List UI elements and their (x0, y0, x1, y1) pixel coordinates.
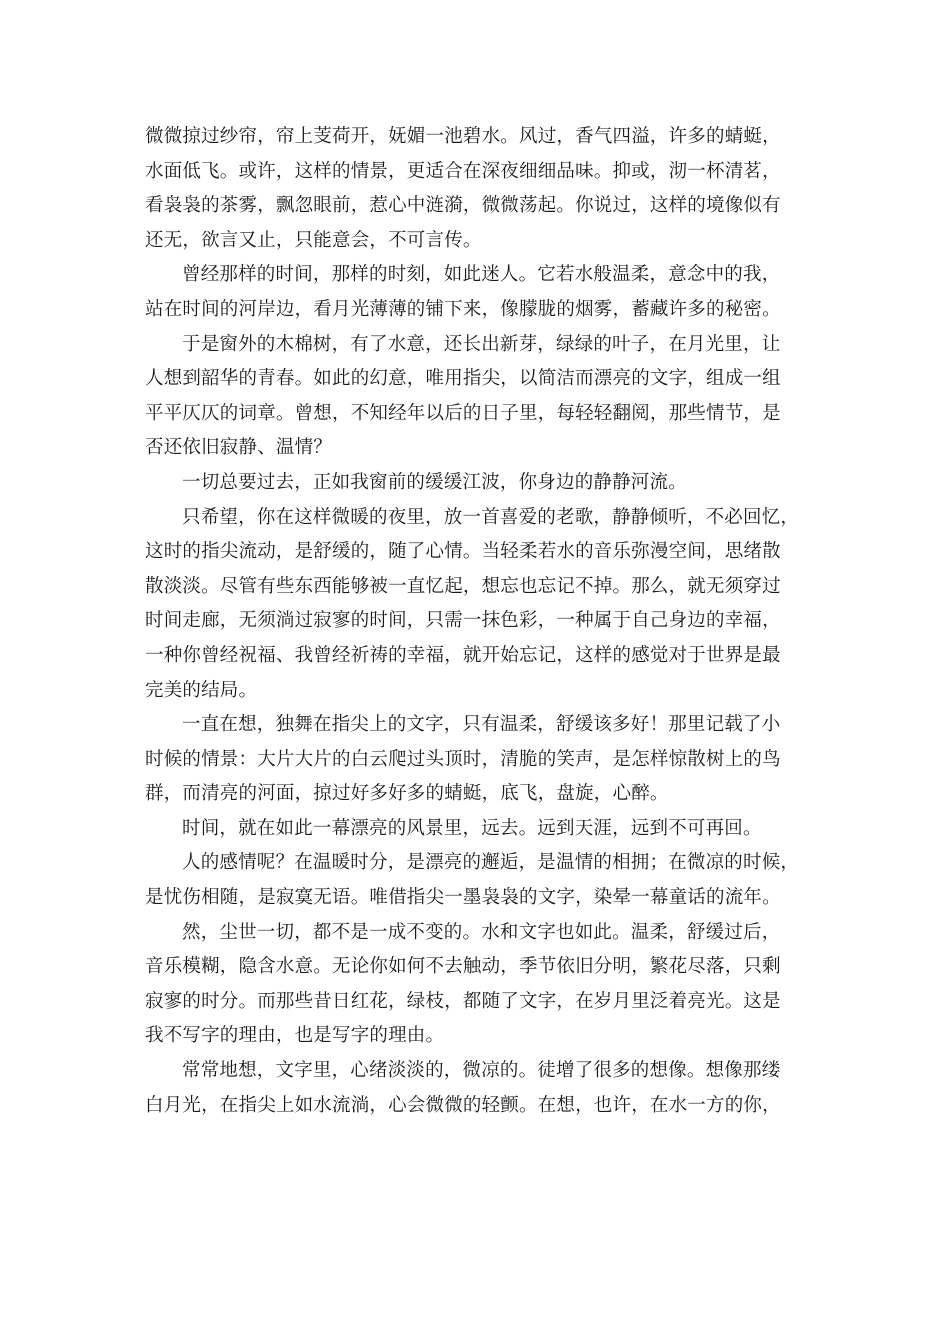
text-line: 还无，欲言又止，只能意会，不可言传。 (145, 229, 482, 251)
text-line: 时间，就在如此一幕漂亮的风景里，远去。远到天涯，远到不可再回。 (182, 817, 762, 839)
paragraph (145, 466, 805, 501)
text-line: 这时的指尖流动，是舒缓的，随了心情。当轻柔若水的音乐弥漫空间，思绪散 (145, 541, 781, 563)
paragraph (145, 258, 805, 327)
text-line: 群，而清亮的河面，掠过好多好多的蜻蜓，底飞，盘旋，心醉。 (145, 783, 669, 805)
paragraph (145, 708, 805, 812)
text-line: 微微掠过纱帘，帘上芰荷开，妩媚一池碧水。风过，香气四溢，许多的蜻蜓， (145, 126, 781, 147)
text-line: 于是窗外的木棉树，有了水意，还长出新芽，绿绿的叶子，在月光里，让 (182, 333, 781, 355)
text-line: 白月光，在指尖上如水流淌，心会微微的轻颤。在想，也许，在水一方的你， (145, 1094, 781, 1116)
paragraph (145, 328, 805, 466)
paragraph (145, 501, 805, 709)
text-line: 水面低飞。或许，这样的情景，更适合在深夜细细品味。抑或，沏一杯清茗， (145, 160, 781, 182)
text-line: 看袅袅的茶雾，飘忽眼前，惹心中涟漪，微微荡起。你说过，这样的境像似有 (145, 195, 781, 217)
article-body (145, 120, 805, 1123)
paragraph (145, 1054, 805, 1123)
text-line: 否还依旧寂静、温情？ (145, 437, 333, 459)
text-line: 完美的结局。 (145, 679, 258, 701)
text-line: 然，尘世一切，都不是一成不变的。水和文字也如此。温柔，舒缓过后， (182, 921, 781, 943)
text-line: 寂寥的时分。而那些昔日红花，绿枝，都随了文字，在岁月里泛着亮光。这是 (145, 990, 781, 1012)
paragraph (145, 916, 805, 1054)
text-line: 音乐模糊，隐含水意。无论你如何不去触动，季节依旧分明，繁花尽落，只剩 (145, 956, 781, 978)
paragraph (145, 846, 805, 915)
text-line: 人想到韶华的青春。如此的幻意，唯用指尖，以简洁而漂亮的文字，组成一组 (145, 368, 781, 390)
text-line: 散淡淡。尽管有些东西能够被一直忆起，想忘也忘记不掉。那么，就无须穿过 (145, 575, 781, 597)
text-line: 一直在想，独舞在指尖上的文字，只有温柔，舒缓该多好！那里记载了小 (182, 714, 781, 736)
paragraph (145, 812, 805, 847)
text-line: 站在时间的河岸边，看月光薄薄的铺下来，像朦胧的烟雾，蓄藏许多的秘密。 (145, 298, 781, 320)
paragraph (145, 120, 805, 258)
text-line: 是忧伤相随，是寂寞无语。唯借指尖一墨袅袅的文字，染晕一幕童话的流年。 (145, 887, 781, 909)
text-line: 平平仄仄的词章。曾想，不知经年以后的日子里，每轻轻翻阅，那些情节，是 (145, 402, 781, 424)
text-line: 时间走廊，无须淌过寂寥的时间，只需一抹色彩，一种属于自己身边的幸福， (145, 610, 781, 632)
text-line: 曾经那样的时间，那样的时刻，如此迷人。它若水般温柔，意念中的我， (182, 264, 781, 286)
text-line: 我不写字的理由，也是写字的理由。 (145, 1025, 445, 1047)
text-line: 常常地想，文字里，心绪淡淡的，微凉的。徒增了很多的想像。想像那缕 (182, 1060, 781, 1082)
text-line: 只希望，你在这样微暖的夜里，放一首喜爱的老歌，静静倾听，不必回忆， (182, 506, 800, 528)
text-line: 人的感情呢？在温暖时分，是漂亮的邂逅，是温情的相拥；在微凉的时候， (182, 852, 800, 874)
text-line: 时候的情景：大片大片的白云爬过头顶时，清脆的笑声，是怎样惊散树上的鸟 (145, 748, 781, 770)
text-line: 一切总要过去，正如我窗前的缓缓江波，你身边的静静河流。 (182, 471, 687, 493)
text-line: 一种你曾经祝福、我曾经祈祷的幸福，就开始忘记，这样的感觉对于世界是最 (145, 644, 781, 666)
